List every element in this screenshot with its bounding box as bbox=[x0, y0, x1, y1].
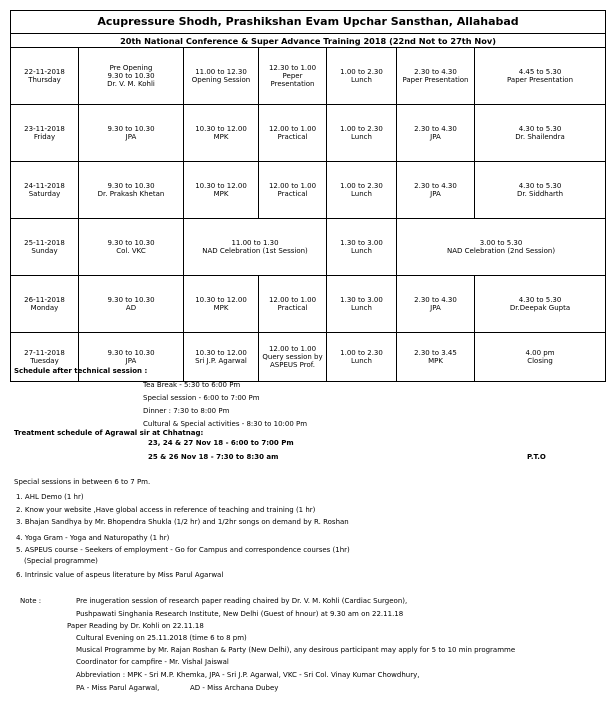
session-line: Query session by bbox=[262, 353, 323, 361]
special-item: 2. Know your website ,Have global access in reference of teaching and training (1 hr) bbox=[16, 506, 316, 514]
note-line: Pushpawati Singhania Research Institute, New Delhi (Guest of hnour) at 9.30 am on 22.11.18 bbox=[76, 610, 404, 618]
treatment-heading: Treatment schedule of Agrawal sir at Chhatnag: bbox=[14, 429, 204, 437]
special-item: 6. Intrinsic value of aspeus literature by Miss Parul Agarwal bbox=[16, 571, 224, 579]
session-cell bbox=[79, 162, 184, 219]
session-line: 1.30 to 3.00 bbox=[340, 296, 383, 304]
session-line: 10.30 to 12.00 bbox=[195, 349, 247, 357]
date-text: 26-11-2018 bbox=[24, 296, 65, 304]
session-cell bbox=[259, 162, 327, 219]
session-line: Sri J.P. Agarwal bbox=[195, 357, 247, 365]
session-line: 9.30 to 10.30 bbox=[107, 72, 155, 80]
special-heading: Special sessions in between 6 to 7 Pm. bbox=[14, 478, 151, 486]
session-line: 9.30 to 10.30 bbox=[107, 349, 155, 357]
session-line: JPA bbox=[125, 357, 137, 365]
session-line: NAD Celebration (2nd Session) bbox=[446, 247, 556, 255]
session-line: Dr. Shailendra bbox=[515, 133, 565, 141]
session-line: Lunch bbox=[351, 304, 372, 312]
session-cell bbox=[327, 276, 397, 333]
session-line: AD bbox=[125, 304, 137, 312]
session-line: Presentation bbox=[270, 80, 315, 88]
session-cell bbox=[397, 333, 475, 382]
after-session-item: Special session - 6:00 to 7:00 Pm bbox=[143, 394, 260, 402]
session-cell bbox=[397, 48, 475, 105]
session-line: MPK bbox=[213, 133, 229, 141]
session-cell bbox=[184, 276, 259, 333]
schedule-row bbox=[11, 276, 606, 333]
session-line: 9.30 to 10.30 bbox=[107, 239, 155, 247]
session-line: 3.00 to 5.30 bbox=[479, 239, 523, 247]
special-item: 1. AHL Demo (1 hr) bbox=[16, 493, 84, 501]
session-line: MPK bbox=[213, 304, 229, 312]
session-line: 2.30 to 4.30 bbox=[414, 125, 457, 133]
session-cell bbox=[259, 105, 327, 162]
session-cell bbox=[79, 276, 184, 333]
note-line: Paper Reading by Dr. Kohli on 22.11.18 bbox=[67, 622, 204, 630]
conference-subtitle: 20th National Conference & Super Advance Training 2018 (22nd Not to 27th Nov) bbox=[11, 34, 606, 48]
date-text: 24-11-2018 bbox=[24, 182, 65, 190]
session-cell bbox=[327, 162, 397, 219]
session-line: 10.30 to 12.00 bbox=[195, 296, 247, 304]
session-line: 1.00 to 2.30 bbox=[340, 68, 383, 76]
session-cell bbox=[475, 333, 606, 382]
session-line: Closing bbox=[527, 357, 553, 365]
session-cell bbox=[184, 48, 259, 105]
schedule-row bbox=[11, 162, 606, 219]
session-line: 2.30 to 4.30 bbox=[414, 296, 457, 304]
weekday-text: Tuesday bbox=[30, 357, 59, 365]
session-cell bbox=[79, 219, 184, 276]
session-cell bbox=[259, 48, 327, 105]
session-line: 11.00 to 12.30 bbox=[195, 68, 247, 76]
note-line: AD - Miss Archana Dubey bbox=[190, 684, 279, 692]
session-line: 4.45 to 5.30 bbox=[518, 68, 562, 76]
session-cell bbox=[259, 333, 327, 382]
session-line: MPK bbox=[213, 190, 229, 198]
date-cell bbox=[11, 162, 79, 219]
special-item: 3. Bhajan Sandhya by Mr. Bhopendra Shukla (1/2 hr) and 1/2hr songs on demand by R. Roshan bbox=[16, 518, 349, 526]
schedule-table bbox=[10, 10, 606, 382]
session-line: Practical bbox=[277, 133, 308, 141]
note-label: Note : bbox=[20, 597, 42, 605]
session-line: Lunch bbox=[351, 247, 372, 255]
session-line: Dr. V. M. Kohli bbox=[107, 80, 155, 88]
session-cell bbox=[475, 162, 606, 219]
session-cell bbox=[475, 276, 606, 333]
special-item: 5. ASPEUS course - Seekers of employment - Go for Campus and correspondence courses (1hr) bbox=[16, 546, 350, 554]
weekday-text: Saturday bbox=[28, 190, 61, 198]
session-cell bbox=[184, 333, 259, 382]
session-line: Lunch bbox=[351, 190, 372, 198]
special-item: 4. Yoga Gram - Yoga and Naturopathy (1 hr) bbox=[16, 534, 170, 542]
session-line: 9.30 to 10.30 bbox=[107, 296, 155, 304]
special-item: (Special programme) bbox=[24, 557, 98, 565]
session-line: 12.00 to 1.00 bbox=[268, 296, 317, 304]
session-cell bbox=[327, 219, 397, 276]
session-line: 4.30 to 5.30 bbox=[518, 182, 562, 190]
after-session-heading: Schedule after technical session : bbox=[14, 367, 148, 375]
session-cell bbox=[79, 48, 184, 105]
session-cell bbox=[184, 219, 327, 276]
pto-label: P.T.O bbox=[527, 453, 546, 461]
date-text: 25-11-2018 bbox=[24, 239, 65, 247]
session-cell bbox=[79, 105, 184, 162]
session-line: Dr.Deepak Gupta bbox=[509, 304, 571, 312]
date-cell bbox=[11, 48, 79, 105]
session-cell bbox=[475, 105, 606, 162]
session-line: ASPEUS Prof. bbox=[270, 361, 315, 369]
session-line: 10.30 to 12.00 bbox=[195, 125, 247, 133]
session-cell bbox=[259, 276, 327, 333]
session-line: 9.30 to 10.30 bbox=[107, 125, 155, 133]
session-cell bbox=[397, 162, 475, 219]
weekday-text: Monday bbox=[30, 304, 59, 312]
session-line: Dr. Prakash Khetan bbox=[97, 190, 165, 198]
session-cell bbox=[184, 105, 259, 162]
schedule-row bbox=[11, 48, 606, 105]
schedule-row bbox=[11, 105, 606, 162]
date-text: 22-11-2018 bbox=[24, 68, 65, 76]
session-line: 12.00 to 1.00 bbox=[268, 345, 317, 353]
weekday-text: Friday bbox=[33, 133, 56, 141]
session-line: 4.00 pm bbox=[525, 349, 555, 357]
note-line: Cultural Evening on 25.11.2018 (time 6 to 8 pm) bbox=[76, 634, 247, 642]
session-line: 9.30 to 10.30 bbox=[107, 182, 155, 190]
session-line: Col. VKC bbox=[116, 247, 146, 255]
session-line: JPA bbox=[430, 190, 441, 198]
session-line: 2.30 to 3.45 bbox=[414, 349, 457, 357]
session-cell bbox=[397, 276, 475, 333]
session-line: Pre Opening bbox=[109, 64, 153, 72]
session-cell bbox=[475, 48, 606, 105]
session-line: Peper bbox=[282, 72, 303, 80]
note-line: Pre inugeration session of research paper reading chaired by Dr. V. M. Kohli (Cardiac Surgeon), bbox=[76, 597, 408, 605]
session-line: JPA bbox=[125, 133, 137, 141]
session-line: Opening Session bbox=[191, 76, 251, 84]
weekday-text: Thursday bbox=[28, 76, 61, 84]
session-line: Lunch bbox=[351, 76, 372, 84]
session-line: Lunch bbox=[351, 133, 372, 141]
after-session-item: Tea Break - 5:30 to 6:00 Pm bbox=[143, 381, 241, 389]
session-cell bbox=[397, 105, 475, 162]
date-text: 27-11-2018 bbox=[24, 349, 65, 357]
session-line: 12.30 to 1.00 bbox=[268, 64, 317, 72]
session-line: Paper Presentation bbox=[402, 76, 469, 84]
session-line: MPK bbox=[428, 357, 443, 365]
session-line: JPA bbox=[430, 133, 441, 141]
session-line: 2.30 to 4.30 bbox=[414, 68, 457, 76]
session-line: 4.30 to 5.30 bbox=[518, 125, 562, 133]
schedule-row bbox=[11, 219, 606, 276]
after-session-item: Cultural & Special activities - 8:30 to 10:00 Pm bbox=[143, 420, 308, 428]
session-line: 1.00 to 2.30 bbox=[340, 125, 383, 133]
note-line: Musical Programme by Mr. Rajan Roshan & Party (New Delhi), any desirous participant may apply for 5 to 10 min programme bbox=[76, 646, 516, 654]
session-line: 11.00 to 1.30 bbox=[231, 239, 279, 247]
session-line: Practical bbox=[277, 304, 308, 312]
date-text: 23-11-2018 bbox=[24, 125, 65, 133]
date-cell bbox=[11, 276, 79, 333]
session-line: NAD Celebration (1st Session) bbox=[202, 247, 308, 255]
after-session-item: Dinner : 7:30 to 8:00 Pm bbox=[143, 407, 230, 415]
session-line: 10.30 to 12.00 bbox=[195, 182, 247, 190]
session-cell bbox=[184, 162, 259, 219]
weekday-text: Sunday bbox=[31, 247, 58, 255]
session-line: Lunch bbox=[351, 357, 372, 365]
treatment-item: 25 & 26 Nov 18 - 7:30 to 8:30 am bbox=[148, 453, 279, 461]
session-line: Paper Presentation bbox=[507, 76, 574, 84]
document-title: Acupressure Shodh, Prashikshan Evam Upchar Sansthan, Allahabad bbox=[11, 11, 606, 34]
session-line: 1.30 to 3.00 bbox=[340, 239, 383, 247]
session-cell bbox=[327, 48, 397, 105]
session-line: 12.00 to 1.00 bbox=[268, 182, 317, 190]
session-cell bbox=[327, 333, 397, 382]
session-line: 4.30 to 5.30 bbox=[518, 296, 562, 304]
session-line: JPA bbox=[430, 304, 441, 312]
date-cell bbox=[11, 219, 79, 276]
date-cell bbox=[11, 105, 79, 162]
session-cell bbox=[397, 219, 606, 276]
session-line: 2.30 to 4.30 bbox=[414, 182, 457, 190]
session-line: Practical bbox=[277, 190, 308, 198]
note-line: PA - Miss Parul Agarwal, bbox=[76, 684, 160, 692]
session-line: 1.00 to 2.30 bbox=[340, 182, 383, 190]
session-line: 12.00 to 1.00 bbox=[268, 125, 317, 133]
session-line: 1.00 to 2.30 bbox=[340, 349, 383, 357]
session-line: Dr. Siddharth bbox=[516, 190, 564, 198]
treatment-item: 23, 24 & 27 Nov 18 - 6:00 to 7:00 Pm bbox=[148, 439, 294, 447]
session-cell bbox=[327, 105, 397, 162]
note-line: Coordinator for campfire - Mr. Vishal Jaiswal bbox=[76, 658, 229, 666]
note-line: Abbreviation : MPK - Sri M.P. Khemka, JPA - Sri J.P. Agarwal, VKC - Sri Col. Vinay Kumar Chowdhury, bbox=[76, 671, 420, 679]
